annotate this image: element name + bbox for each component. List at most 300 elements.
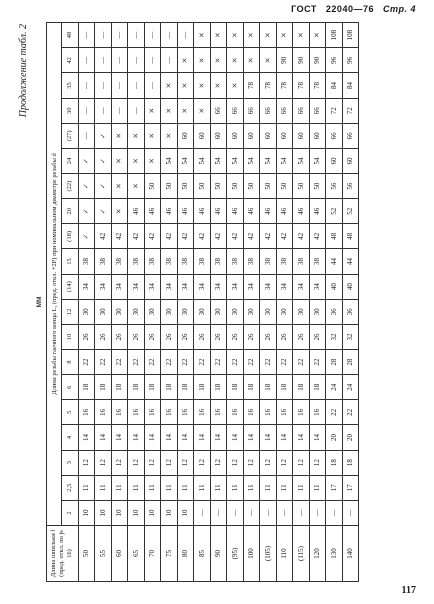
thread-length-cell: 16 — [144, 400, 161, 425]
thread-length-cell: 11 — [276, 475, 293, 500]
thread-length-cell: 16 — [227, 400, 244, 425]
thread-length-cell: 16 — [210, 400, 227, 425]
thread-length-cell: 18 — [111, 375, 128, 400]
thread-length-cell: 38 — [177, 249, 194, 274]
thread-length-cell: 50 — [243, 174, 260, 199]
thread-length-cell: 22 — [78, 350, 95, 375]
table-row — [276, 23, 293, 582]
thread-length-cell: — — [78, 73, 95, 98]
thread-length-cell: 38 — [194, 249, 211, 274]
thread-length-cell: 66 — [276, 98, 293, 123]
thread-length-cell: 26 — [78, 324, 95, 349]
thread-length-cell: 30 — [161, 299, 178, 324]
thread-length-cell: 50 — [276, 174, 293, 199]
stud-length-cell: (105) — [260, 526, 277, 582]
diameter-header: (14) — [62, 274, 79, 299]
page-ref: Стр. 4 — [382, 4, 416, 14]
thread-length-cell: — — [177, 23, 194, 48]
thread-length-cell: — — [95, 73, 112, 98]
thread-length-cell: 22 — [128, 350, 145, 375]
thread-length-cell: 17 — [342, 475, 359, 500]
thread-length-cell: ✕ — [111, 174, 128, 199]
stud-length-cell: 65 — [128, 526, 145, 582]
thread-length-cell: ✕ — [293, 23, 310, 48]
thread-length-cell: 14 — [128, 425, 145, 450]
thread-length-cell: 22 — [194, 350, 211, 375]
thread-length-cell: 30 — [227, 299, 244, 324]
thread-length-cell: 11 — [309, 475, 326, 500]
table-body — [78, 23, 359, 582]
thread-length-cell: 12 — [210, 450, 227, 475]
thread-length-cell: 16 — [111, 400, 128, 425]
thread-length-cell: — — [276, 500, 293, 525]
thread-length-cell: 60 — [326, 148, 343, 173]
thread-length-cell: 66 — [227, 98, 244, 123]
thread-length-cell: 20 — [326, 425, 343, 450]
thread-length-cell: 14 — [227, 425, 244, 450]
thread-length-cell: 14 — [78, 425, 95, 450]
thread-length-cell: ✓ — [78, 199, 95, 224]
thread-length-cell: 18 — [128, 375, 145, 400]
thread-length-cell: ✕ — [210, 73, 227, 98]
thread-length-cell: 34 — [111, 274, 128, 299]
thread-length-cell: 12 — [78, 450, 95, 475]
thread-length-cell: 42 — [309, 224, 326, 249]
thread-length-cell: 18 — [227, 375, 244, 400]
thread-length-cell: 14 — [95, 425, 112, 450]
thread-length-cell: 10 — [95, 500, 112, 525]
thread-length-cell: 16 — [293, 400, 310, 425]
thread-length-cell: 22 — [227, 350, 244, 375]
thread-length-cell: 11 — [161, 475, 178, 500]
thread-length-cell: 26 — [243, 324, 260, 349]
thread-length-cell: 34 — [210, 274, 227, 299]
thread-length-cell: 60 — [309, 123, 326, 148]
thread-length-cell: 30 — [95, 299, 112, 324]
thread-length-cell: 42 — [144, 224, 161, 249]
thread-length-cell: 11 — [293, 475, 310, 500]
thread-length-cell: 22 — [276, 350, 293, 375]
thread-length-cell: ✕ — [144, 123, 161, 148]
thread-length-cell: 26 — [194, 324, 211, 349]
thread-length-cell: 38 — [111, 249, 128, 274]
thread-length-cell: 42 — [95, 224, 112, 249]
thread-length-cell: 26 — [111, 324, 128, 349]
table-row — [210, 23, 227, 582]
thread-length-cell: ✕ — [128, 148, 145, 173]
diameter-header: 2,5 — [62, 475, 79, 500]
thread-length-cell: 16 — [243, 400, 260, 425]
thread-length-cell: 18 — [161, 375, 178, 400]
thread-length-cell: 30 — [293, 299, 310, 324]
thread-length-cell: 14 — [111, 425, 128, 450]
thread-length-cell: 14 — [194, 425, 211, 450]
thread-length-cell: 42 — [210, 224, 227, 249]
stud-length-cell: (115) — [293, 526, 310, 582]
thread-length-cell: 10 — [144, 500, 161, 525]
thread-length-cell: 34 — [144, 274, 161, 299]
thread-length-cell: ✕ — [194, 73, 211, 98]
thread-length-cell: 11 — [243, 475, 260, 500]
thread-length-cell: 78 — [309, 73, 326, 98]
thread-length-cell: 54 — [293, 148, 310, 173]
thread-length-cell: 38 — [260, 249, 277, 274]
thread-length-cell: 11 — [128, 475, 145, 500]
thread-length-cell: 14 — [309, 425, 326, 450]
thread-length-cell: ✕ — [177, 73, 194, 98]
diameter-header: 15 — [62, 249, 79, 274]
stud-length-cell: 110 — [276, 526, 293, 582]
thread-length-cell: 108 — [326, 23, 343, 48]
stud-length-cell: 130 — [326, 526, 343, 582]
thread-length-cell: 11 — [144, 475, 161, 500]
thread-length-cell: — — [95, 48, 112, 73]
diameter-header: (22) — [62, 174, 79, 199]
thread-length-cell: ✕ — [111, 123, 128, 148]
thread-length-cell: 26 — [227, 324, 244, 349]
span-header: Длина резьбы гаечного конца L, (пред. откл. +2P) при номинальном диаметре резьбы d — [47, 23, 62, 526]
table-row — [326, 23, 343, 582]
thread-length-cell: 22 — [243, 350, 260, 375]
thread-length-cell: ✓ — [95, 123, 112, 148]
thread-length-cell: 10 — [111, 500, 128, 525]
thread-length-cell: 17 — [326, 475, 343, 500]
thread-length-cell: — — [342, 500, 359, 525]
thread-length-cell: ✕ — [260, 48, 277, 73]
table-row — [227, 23, 244, 582]
stud-length-cell: (95) — [227, 526, 244, 582]
thread-length-cell: ✕ — [227, 23, 244, 48]
thread-length-cell: 34 — [293, 274, 310, 299]
thread-length-cell: 16 — [194, 400, 211, 425]
thread-length-cell: 30 — [309, 299, 326, 324]
thread-length-cell: 78 — [243, 73, 260, 98]
diameter-header: (18) — [62, 224, 79, 249]
rotated-table-region — [16, 22, 426, 582]
thread-length-cell: 50 — [227, 174, 244, 199]
thread-length-cell: — — [78, 98, 95, 123]
thread-length-cell: 34 — [260, 274, 277, 299]
thread-length-cell: 72 — [326, 98, 343, 123]
thread-length-cell: 22 — [144, 350, 161, 375]
thread-length-cell: 50 — [260, 174, 277, 199]
thread-length-cell: — — [309, 500, 326, 525]
thread-length-cell: 11 — [227, 475, 244, 500]
table-row — [95, 23, 112, 582]
thread-length-cell: — — [260, 500, 277, 525]
table-row — [309, 23, 326, 582]
thread-length-cell: 34 — [78, 274, 95, 299]
thread-length-cell: 12 — [177, 450, 194, 475]
thread-length-cell: 56 — [326, 174, 343, 199]
thread-length-cell: 50 — [144, 174, 161, 199]
thread-length-cell: 78 — [260, 73, 277, 98]
thread-length-cell: 26 — [161, 324, 178, 349]
thread-length-cell: 60 — [227, 123, 244, 148]
thread-length-cell: ✕ — [227, 48, 244, 73]
thread-length-cell: 38 — [78, 249, 95, 274]
thread-length-cell: 42 — [260, 224, 277, 249]
thread-length-cell: 12 — [276, 450, 293, 475]
thread-length-cell: — — [78, 48, 95, 73]
diameter-header: 2 — [62, 500, 79, 525]
stud-length-cell: 80 — [177, 526, 194, 582]
table-row — [243, 23, 260, 582]
thread-length-cell: — — [128, 73, 145, 98]
thread-length-cell: — — [161, 23, 178, 48]
thread-length-cell: 26 — [210, 324, 227, 349]
thread-length-cell: 66 — [243, 98, 260, 123]
thread-length-cell: — — [128, 98, 145, 123]
thread-length-cell: ✕ — [161, 98, 178, 123]
table-row — [293, 23, 310, 582]
thread-length-cell: 66 — [260, 98, 277, 123]
thread-length-cell: 34 — [128, 274, 145, 299]
thread-length-cell: 32 — [342, 324, 359, 349]
thread-length-cell: 48 — [326, 224, 343, 249]
thread-length-cell: 14 — [144, 425, 161, 450]
thread-length-cell: 14 — [210, 425, 227, 450]
thread-length-cell: 26 — [95, 324, 112, 349]
thread-length-cell: 46 — [260, 199, 277, 224]
table-row — [342, 23, 359, 582]
thread-length-cell: 12 — [243, 450, 260, 475]
thread-length-cell: ✕ — [260, 23, 277, 48]
thread-length-cell: 12 — [293, 450, 310, 475]
thread-length-cell: 30 — [260, 299, 277, 324]
table-row — [111, 23, 128, 582]
thread-length-cell: 46 — [293, 199, 310, 224]
diameter-header: 35 — [62, 73, 79, 98]
thread-length-cell: 11 — [210, 475, 227, 500]
thread-length-cell: 38 — [210, 249, 227, 274]
thread-length-cell: 34 — [309, 274, 326, 299]
diameter-header: 8 — [62, 350, 79, 375]
stud-length-cell: 140 — [342, 526, 359, 582]
thread-length-cell: 42 — [243, 224, 260, 249]
thread-length-cell: 66 — [342, 123, 359, 148]
thread-length-cell: 50 — [210, 174, 227, 199]
thread-length-cell: 54 — [276, 148, 293, 173]
thread-length-cell: — — [111, 73, 128, 98]
thread-length-cell: 38 — [144, 249, 161, 274]
diameter-header: 20 — [62, 199, 79, 224]
thread-length-cell: 60 — [210, 123, 227, 148]
thread-length-cell: 18 — [309, 375, 326, 400]
thread-length-cell: 78 — [276, 73, 293, 98]
thread-length-cell: 34 — [243, 274, 260, 299]
diameter-header: 48 — [62, 23, 79, 48]
thread-length-cell: — — [128, 23, 145, 48]
thread-length-cell: 54 — [243, 148, 260, 173]
thread-length-cell: 12 — [95, 450, 112, 475]
thread-length-cell: 52 — [342, 199, 359, 224]
thread-length-cell: 26 — [144, 324, 161, 349]
diameter-header: 3 — [62, 450, 79, 475]
thread-length-cell: 34 — [227, 274, 244, 299]
thread-length-cell: 60 — [194, 123, 211, 148]
thread-length-cell: 66 — [293, 98, 310, 123]
thread-length-cell: ✓ — [78, 148, 95, 173]
thread-length-cell: 52 — [326, 199, 343, 224]
thread-length-cell: 78 — [293, 73, 310, 98]
thread-length-cell: 54 — [161, 148, 178, 173]
thread-length-cell: 11 — [260, 475, 277, 500]
thread-length-cell: 38 — [161, 249, 178, 274]
thread-length-cell: 18 — [243, 375, 260, 400]
thread-length-cell: 34 — [161, 274, 178, 299]
thread-length-cell: 18 — [144, 375, 161, 400]
thread-length-cell: ✕ — [177, 48, 194, 73]
thread-length-cell: 18 — [276, 375, 293, 400]
thread-length-cell: ✕ — [243, 48, 260, 73]
gost-label: ГОСТ — [291, 4, 317, 14]
thread-length-cell: 14 — [243, 425, 260, 450]
thread-length-cell: ✓ — [78, 224, 95, 249]
thread-length-cell: ✕ — [276, 23, 293, 48]
thread-length-cell: ✕ — [128, 174, 145, 199]
thread-length-cell: 42 — [227, 224, 244, 249]
thread-length-cell: 42 — [177, 224, 194, 249]
thread-length-cell: 60 — [260, 123, 277, 148]
thread-length-cell: 10 — [128, 500, 145, 525]
thread-length-cell: 44 — [342, 249, 359, 274]
thread-length-cell: 18 — [78, 375, 95, 400]
thread-length-cell: 46 — [210, 199, 227, 224]
thread-length-cell: 34 — [276, 274, 293, 299]
stud-length-cell: 75 — [161, 526, 178, 582]
thread-length-cell: 22 — [161, 350, 178, 375]
thread-length-cell: 42 — [111, 224, 128, 249]
thread-length-cell: ✕ — [161, 123, 178, 148]
thread-length-cell: 20 — [342, 425, 359, 450]
stud-length-cell: 60 — [111, 526, 128, 582]
thread-length-cell: 22 — [309, 350, 326, 375]
thread-length-cell: 46 — [161, 199, 178, 224]
thread-length-cell: 96 — [326, 48, 343, 73]
thread-length-cell: 12 — [111, 450, 128, 475]
thread-length-cell: 10 — [177, 500, 194, 525]
thread-length-cell: 22 — [95, 350, 112, 375]
thread-length-cell: 38 — [128, 249, 145, 274]
thread-length-cell: 66 — [210, 98, 227, 123]
thread-length-cell: 12 — [309, 450, 326, 475]
thread-length-cell: 32 — [326, 324, 343, 349]
thread-length-cell: 46 — [309, 199, 326, 224]
diameter-header: 42 — [62, 48, 79, 73]
thread-length-cell: — — [95, 98, 112, 123]
thread-length-cell: 38 — [276, 249, 293, 274]
thread-length-cell: 18 — [342, 450, 359, 475]
thread-length-cell: 22 — [326, 400, 343, 425]
thread-length-cell: 46 — [227, 199, 244, 224]
thread-length-cell: ✕ — [309, 23, 326, 48]
thread-length-cell: 14 — [276, 425, 293, 450]
thread-length-cell: 54 — [227, 148, 244, 173]
thread-length-cell: 12 — [161, 450, 178, 475]
thread-length-cell: 36 — [342, 299, 359, 324]
thread-length-cell: 30 — [243, 299, 260, 324]
thread-length-cell: 90 — [309, 48, 326, 73]
thread-length-cell: — — [194, 500, 211, 525]
thread-length-cell: ✕ — [227, 73, 244, 98]
thread-length-cell: 38 — [293, 249, 310, 274]
thread-length-cell: — — [144, 23, 161, 48]
thread-length-cell: 10 — [161, 500, 178, 525]
thread-length-cell: 50 — [194, 174, 211, 199]
thread-length-cell: 18 — [326, 450, 343, 475]
thread-length-cell: 50 — [177, 174, 194, 199]
thread-length-cell: 30 — [128, 299, 145, 324]
thread-length-cell: 30 — [111, 299, 128, 324]
thread-length-cell: 30 — [144, 299, 161, 324]
thread-length-cell: 18 — [293, 375, 310, 400]
thread-length-cell: 10 — [78, 500, 95, 525]
gost-number: 22040—76 — [325, 4, 374, 14]
table-row — [161, 23, 178, 582]
thread-length-cell: 46 — [276, 199, 293, 224]
thread-length-cell: 66 — [326, 123, 343, 148]
thread-length-cell: — — [111, 98, 128, 123]
diameter-header: 5 — [62, 400, 79, 425]
thread-length-cell: ✕ — [111, 148, 128, 173]
thread-length-cell: 54 — [194, 148, 211, 173]
thread-length-cell: 40 — [342, 274, 359, 299]
thread-length-cell: 11 — [95, 475, 112, 500]
diameter-header: 30 — [62, 98, 79, 123]
thread-length-cell: ✕ — [161, 73, 178, 98]
diameter-header: 10 — [62, 324, 79, 349]
thread-length-cell: ✕ — [177, 98, 194, 123]
thread-length-cell: 28 — [342, 350, 359, 375]
diameter-header: 6 — [62, 375, 79, 400]
thread-length-cell: 42 — [194, 224, 211, 249]
thread-length-cell: 14 — [293, 425, 310, 450]
thread-length-cell: ✓ — [78, 174, 95, 199]
thread-length-cell: — — [111, 48, 128, 73]
thread-length-cell: 22 — [111, 350, 128, 375]
thread-length-cell: 30 — [194, 299, 211, 324]
thread-length-cell: 16 — [161, 400, 178, 425]
thread-length-cell: 26 — [260, 324, 277, 349]
thread-length-cell: 38 — [243, 249, 260, 274]
thread-length-cell: 84 — [326, 73, 343, 98]
thread-length-cell: — — [144, 73, 161, 98]
thread-length-cell: 22 — [210, 350, 227, 375]
thread-length-cell: 38 — [227, 249, 244, 274]
thread-length-cell: 16 — [177, 400, 194, 425]
thread-length-cell: 42 — [276, 224, 293, 249]
thread-length-cell: 18 — [194, 375, 211, 400]
table-row — [128, 23, 145, 582]
first-column-header: Длина шпильки l (пред. откл. по js 16) — [47, 526, 79, 582]
thread-length-cell: ✕ — [128, 123, 145, 148]
thread-length-cell: 26 — [128, 324, 145, 349]
stud-length-cell: 50 — [78, 526, 95, 582]
thread-length-cell: 16 — [95, 400, 112, 425]
thread-length-cell: 16 — [260, 400, 277, 425]
thread-length-cell: 60 — [243, 123, 260, 148]
thread-length-cell: ✕ — [144, 98, 161, 123]
thread-length-cell: ✕ — [144, 148, 161, 173]
thread-length-cell: 16 — [78, 400, 95, 425]
thread-length-cell: 11 — [194, 475, 211, 500]
thread-length-cell: — — [227, 500, 244, 525]
thread-length-cell: — — [144, 48, 161, 73]
thread-length-cell: 18 — [177, 375, 194, 400]
diameter-header: 12 — [62, 299, 79, 324]
thread-length-cell: 54 — [177, 148, 194, 173]
